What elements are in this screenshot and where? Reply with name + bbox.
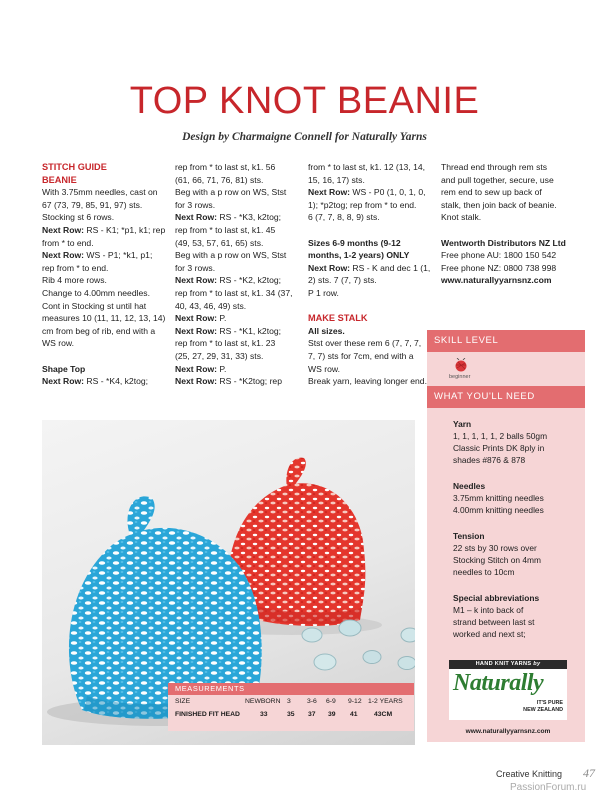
text-line: RS - *K2tog; rep bbox=[217, 376, 282, 387]
text-line: With 3.75mm needles, cast on bbox=[42, 187, 158, 198]
text-line: Break yarn, leaving longer end. bbox=[308, 376, 427, 387]
text-line: 2) sts. 7 (7, 7) sts. bbox=[308, 275, 377, 286]
fit-cell: 33 bbox=[260, 711, 268, 718]
text-line: 3.75mm knitting needles bbox=[453, 493, 544, 503]
text-line: RS - *K2, k2tog; bbox=[217, 275, 282, 286]
needles-heading: Needles bbox=[453, 481, 486, 491]
size-cell: 1-2 YEARS bbox=[368, 698, 403, 705]
sidebar bbox=[427, 330, 585, 742]
fit-cell: 39 bbox=[328, 711, 336, 718]
size-cell: 3 bbox=[287, 698, 291, 705]
size-cell: 9-12 bbox=[348, 698, 362, 705]
logo-by: by bbox=[533, 661, 541, 667]
text-line: 67 (73, 79, 85, 91, 97) sts. bbox=[42, 199, 143, 210]
skill-level-heading: SKILL LEVEL bbox=[427, 330, 585, 352]
subheading-all-sizes: All sizes. bbox=[308, 325, 345, 336]
measurements-table bbox=[168, 683, 414, 731]
next-row-label: Next Row: bbox=[175, 325, 218, 336]
yarn-section bbox=[453, 418, 547, 466]
what-you-need-heading: WHAT YOU'LL NEED bbox=[427, 386, 585, 408]
text-line: Stocking Stitch on 4mm bbox=[453, 555, 541, 565]
text-line: rep from * to end. bbox=[42, 262, 109, 273]
text-line: shades #876 & 878 bbox=[453, 455, 526, 465]
text-line: P 1 row. bbox=[308, 287, 339, 298]
yarn-heading: Yarn bbox=[453, 419, 472, 429]
fit-label: FINISHED FIT HEAD bbox=[175, 711, 240, 718]
next-row-label: Next Row: bbox=[175, 212, 218, 223]
text-line: (25, 27, 29, 31, 33) sts. bbox=[175, 350, 264, 361]
naturally-logo bbox=[449, 660, 567, 720]
text-line: M1 – k into back of bbox=[453, 605, 524, 615]
text-line: RS - *K1, k2tog; bbox=[217, 325, 282, 336]
text-line: rep from * to last st, k1. 34 (37, bbox=[175, 287, 293, 298]
next-row-label: Next Row: bbox=[175, 376, 218, 387]
text-line: 4.00mm knitting needles bbox=[453, 505, 544, 515]
text-line: 7, 7) sts for 7cm, end with a bbox=[308, 350, 414, 361]
text-line: Stocking st 6 rows. bbox=[42, 212, 115, 223]
page-title: TOP KNOT BEANIE bbox=[129, 80, 480, 122]
tension-section bbox=[453, 530, 541, 578]
text-line: strand between last st bbox=[453, 617, 535, 627]
text-line: worked and next st; bbox=[453, 629, 526, 639]
next-row-label: Next Row: bbox=[175, 363, 218, 374]
text-line: rep from * to last st, k1. 56 bbox=[175, 162, 276, 172]
column-finishing bbox=[441, 161, 566, 287]
text-line: from * to end. bbox=[42, 237, 94, 248]
text-line: RS - K and dec 1 (1, bbox=[350, 262, 431, 273]
logo-name: Naturally bbox=[453, 670, 544, 696]
text-line: WS - P1; *k1, p1; bbox=[84, 250, 153, 261]
text-line: stalk, then join back of beanie. bbox=[441, 199, 557, 210]
needles-section bbox=[453, 480, 544, 516]
text-line: P. bbox=[217, 363, 227, 374]
size-cell: NEWBORN bbox=[245, 698, 281, 705]
next-row-label: Next Row: bbox=[308, 262, 351, 273]
text-line: P. bbox=[217, 313, 227, 324]
column-stalk bbox=[308, 161, 430, 388]
special-heading: Special abbreviations bbox=[453, 593, 540, 603]
text-line: Beg with a p row on WS, Stst bbox=[175, 250, 287, 261]
tension-heading: Tension bbox=[453, 531, 485, 541]
phone-nz: Free phone NZ: 0800 738 998 bbox=[441, 262, 557, 273]
text-line: for 3 rows. bbox=[175, 199, 216, 210]
text-line: Cont in Stocking st until hat bbox=[42, 300, 147, 311]
text-line: 40, 43, 46, 49) sts. bbox=[175, 300, 247, 311]
text-line: cm from beg of rib, end with a bbox=[42, 325, 156, 336]
size-cell: 6-9 bbox=[326, 698, 336, 705]
section-heading-beanie: BEANIE bbox=[42, 174, 77, 185]
next-row-label: Next Row: bbox=[42, 250, 85, 261]
section-heading-stitch-guide: STITCH GUIDE bbox=[42, 162, 107, 172]
text-line: 15, 16, 17) sts. bbox=[308, 174, 365, 185]
text-line: rep from * to last st, k1. 45 bbox=[175, 224, 276, 235]
logo-url[interactable]: www.naturallyyarnsnz.com bbox=[465, 728, 551, 735]
fit-cell: 35 bbox=[287, 711, 295, 718]
text-line: needles to 10cm bbox=[453, 567, 515, 577]
next-row-label: Next Row: bbox=[42, 376, 85, 387]
column-stitch-guide bbox=[42, 161, 165, 388]
column-shaping bbox=[175, 161, 293, 388]
text-line: Thread end through rem sts bbox=[441, 162, 548, 172]
text-line: RS - *K4, k2tog; bbox=[84, 376, 149, 387]
text-line: Stst over these rem 6 (7, 7, 7, bbox=[308, 338, 422, 349]
next-row-label: Next Row: bbox=[175, 313, 218, 324]
text-line: and pull together, secure, use bbox=[441, 174, 554, 185]
text-line: WS row. bbox=[42, 338, 74, 349]
text-line: 1); *p2tog; rep from * to end. bbox=[308, 199, 417, 210]
text-line: rem end to sew up back of bbox=[441, 187, 542, 198]
text-line: Change to 4.00mm needles. bbox=[42, 287, 150, 298]
text-line: Knot stalk. bbox=[441, 212, 482, 223]
size-label: SIZE bbox=[175, 698, 191, 705]
website-link[interactable]: www.naturallyyarnsnz.com bbox=[441, 275, 552, 286]
logo-banner: HAND KNIT YARNS bbox=[475, 661, 532, 667]
fit-cell: 41 bbox=[350, 711, 358, 718]
fit-cell: 37 bbox=[308, 711, 316, 718]
text-line: WS row. bbox=[308, 363, 340, 374]
byline: Design by Charmaigne Connell for Naturally Yarns bbox=[182, 131, 427, 143]
text-line: Rib 4 more rows. bbox=[42, 275, 107, 286]
text-line: (61, 66, 71, 76, 81) sts. bbox=[175, 174, 264, 185]
section-heading-make-stalk: MAKE STALK bbox=[308, 313, 368, 324]
subheading-shape-top: Shape Top bbox=[42, 363, 86, 374]
text-line: RS - *K3, k2tog; bbox=[217, 212, 282, 223]
next-row-label: Next Row: bbox=[42, 224, 85, 235]
text-line: for 3 rows. bbox=[175, 262, 216, 273]
phone-au: Free phone AU: 1800 150 542 bbox=[441, 250, 557, 261]
text-line: 6 (7, 7, 8, 8, 9) sts. bbox=[308, 212, 380, 223]
fit-cell: 43CM bbox=[374, 711, 393, 718]
text-line: from * to last st, k1. 12 (13, 14, bbox=[308, 162, 426, 172]
text-line: rep from * to last st, k1. 23 bbox=[175, 338, 276, 349]
next-row-label: Next Row: bbox=[308, 187, 351, 198]
text-line: RS - K1; *p1, k1; rep bbox=[84, 224, 166, 235]
watermark: PassionForum.ru bbox=[510, 782, 587, 793]
text-line: WS - P0 (1, 0, 1, 0, bbox=[350, 187, 426, 198]
text-line: 1, 1, 1, 1, 1, 2 balls 50gm bbox=[453, 431, 548, 441]
logo-tagline: IT'S PURE bbox=[536, 700, 563, 706]
text-line: measures 10 (11, 11, 12, 13, 14) bbox=[42, 313, 166, 324]
page-number: 47 bbox=[583, 766, 595, 780]
size-cell: 3-6 bbox=[307, 698, 317, 705]
magazine-name: Creative Knitting bbox=[496, 769, 563, 779]
logo-tagline: NEW ZEALAND bbox=[523, 707, 563, 713]
distributor-name: Wentworth Distributors NZ Ltd bbox=[441, 237, 566, 248]
subheading-sizes: Sizes 6-9 months (9-12 bbox=[308, 237, 401, 248]
special-abbreviations-section bbox=[453, 592, 539, 640]
text-line: (49, 53, 57, 61, 65) sts. bbox=[175, 237, 264, 248]
skill-level-value: beginner bbox=[449, 374, 471, 380]
text-line: 22 sts by 30 rows over bbox=[453, 543, 537, 553]
measurements-heading: MEASUREMENTS bbox=[168, 683, 414, 695]
text-line: Beg with a p row on WS, Stst bbox=[175, 187, 287, 198]
subheading-sizes: months, 1-2 years) ONLY bbox=[308, 250, 410, 261]
text-line: Classic Prints DK 8ply in bbox=[453, 443, 545, 453]
next-row-label: Next Row: bbox=[175, 275, 218, 286]
